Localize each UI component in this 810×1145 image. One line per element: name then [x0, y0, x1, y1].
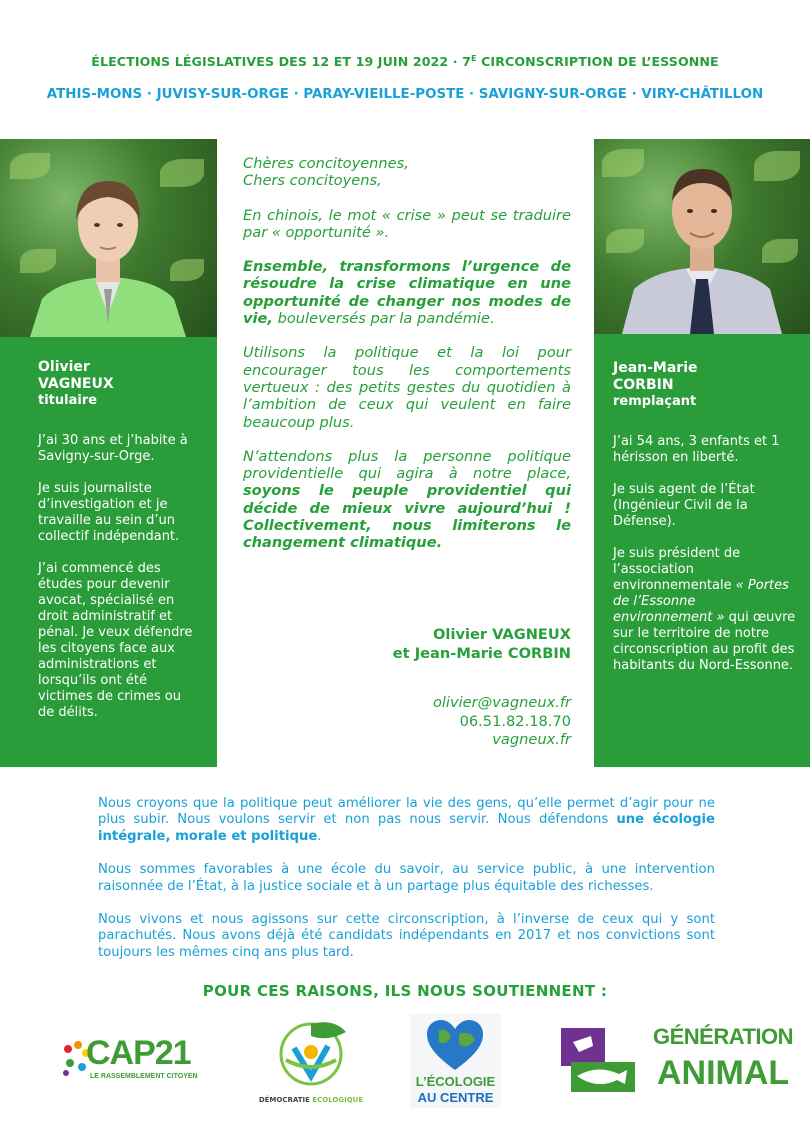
- candidate-box-right: [594, 334, 810, 767]
- photo-jean-marie-corbin: [594, 139, 810, 334]
- heart-globe-icon: [425, 1020, 485, 1072]
- ecology-emblem-icon: [256, 1016, 366, 1088]
- greeting: Chers concitoyens,: [243, 172, 382, 190]
- supporters-title: POUR CES RAISONS, ILS NOUS SOUTIENNENT :: [202, 982, 608, 1000]
- portrait-right: [594, 139, 810, 334]
- letter-paragraph: Utilisons la politique et la loi pour encourager tous les comportements vertueux : des petits gestes du quotidien à l’ambition de ceux qui veulent en faire beaucoup plus.: [243, 344, 571, 431]
- values-paragraph: Nous sommes favorables à une école du savoir, au service public, à une intervention raisonnée de l’État, à la justice sociale et à un partage plus équitable des richesses.: [98, 862, 715, 894]
- letter-paragraph: En chinois, le mot « crise » peut se traduire par « opportunité ».: [243, 206, 571, 241]
- bio-paragraph: J’ai 54 ans, 3 enfants et 1 hérisson en liberté.: [613, 434, 780, 465]
- open-letter: [243, 155, 571, 569]
- candidate-first-name: Olivier: [38, 359, 90, 375]
- photo-olivier-vagneux: [0, 139, 217, 337]
- candidate-role: titulaire: [38, 393, 98, 408]
- portrait-left: [0, 139, 217, 337]
- generation-animal-logo: GÉNÉRATION ANIMAL: [557, 1024, 767, 1096]
- bio-paragraph: Je suis agent de l’État (Ingénieur Civil de la Défense).: [613, 482, 755, 529]
- letter-paragraph: N’attendons plus la personne politique providentielle qui agira à notre place, soyons le peuple providentiel qui décide de mieux vivre aujourd’hui ! Collectivement, nous limiterons le changement climatique.: [243, 447, 571, 552]
- contact-info: [243, 694, 571, 750]
- candidate-last-name: VAGNEUX: [38, 376, 114, 392]
- democratie-ecologique-logo: DÉMOCRATIE ÉCOLOGIQUE: [256, 1016, 366, 1108]
- candidate-box-left: [0, 337, 217, 767]
- phone-number: 06.51.82.18.70: [459, 712, 571, 730]
- greeting: Chères concitoyennes,: [243, 155, 409, 172]
- substitute-first-name: Jean-Marie: [613, 360, 698, 376]
- values-section: [98, 796, 715, 978]
- values-paragraph: Nous croyons que la politique peut améliorer la vie des gens, qu’elle permet d’agir pour ne plus subir. Nous voulons servir et non pas nous servir. Nous défendons une écologie intégrale, morale et politique.: [98, 796, 715, 844]
- animal-icon: [557, 1024, 639, 1096]
- letter-paragraph: Ensemble, transformons l’urgence de résoudre la crise climatique en une opportunité de changer nos modes de vie, bouleversés par la pandémie.: [243, 258, 571, 328]
- bio-paragraph: Je suis président de l’association environnementale « Portes de l’Essonne environnement » qui œuvre sur le territoire de notre circonscription au profit des habitants du Nord-Essonne.: [613, 546, 796, 673]
- bio-paragraph: Je suis journaliste d’investigation et je travaille au sein d’un collectif indépendant.: [38, 481, 180, 544]
- election-title: ÉLECTIONS LÉGISLATIVES DES 12 ET 19 JUIN $2022 \cdot 7^E$ CIRCONSCRIPTION DE L’ESSONNE: [91, 54, 719, 70]
- bio-paragraph: J’ai commencé des études pour devenir avocat, spécialisé en droit administratif et pénal. Je veux défendre les citoyens face aux administrations et lorsqu’ils ont été victimes de crimes ou de délits.: [38, 561, 193, 720]
- substitute-role: remplaçant: [613, 394, 697, 409]
- email-link[interactable]: olivier@vagneux.fr: [432, 694, 571, 711]
- cap21-logo: CAP21 LE RASSEMBLEMENT CITOYEN: [60, 1035, 200, 1095]
- substitute-last-name: CORBIN: [613, 377, 674, 393]
- towns-list: ATHIS-MONS · JUVISY-SUR-ORGE · PARAY-VIEILLE-POSTE · SAVIGNY-SUR-ORGE · VIRY-CHÂTILLON: [46, 87, 764, 102]
- values-paragraph: Nous vivons et nous agissons sur cette circonscription, à l’inverse de ceux qui y sont parachutés. Nous avons déjà été candidats indépendants en 2017 et nos convictions sont toujours les mêmes cinq ans plus tard.: [98, 912, 715, 960]
- bio-paragraph: J’ai 30 ans et j’habite à Savigny-sur-Orge.: [38, 433, 188, 464]
- signature: Olivier VAGNEUX et Jean-Marie CORBIN: [392, 626, 571, 662]
- ecologie-au-centre-logo: L’ÉCOLOGIE AU CENTRE: [410, 1014, 501, 1108]
- website-link[interactable]: vagneux.fr: [492, 731, 571, 748]
